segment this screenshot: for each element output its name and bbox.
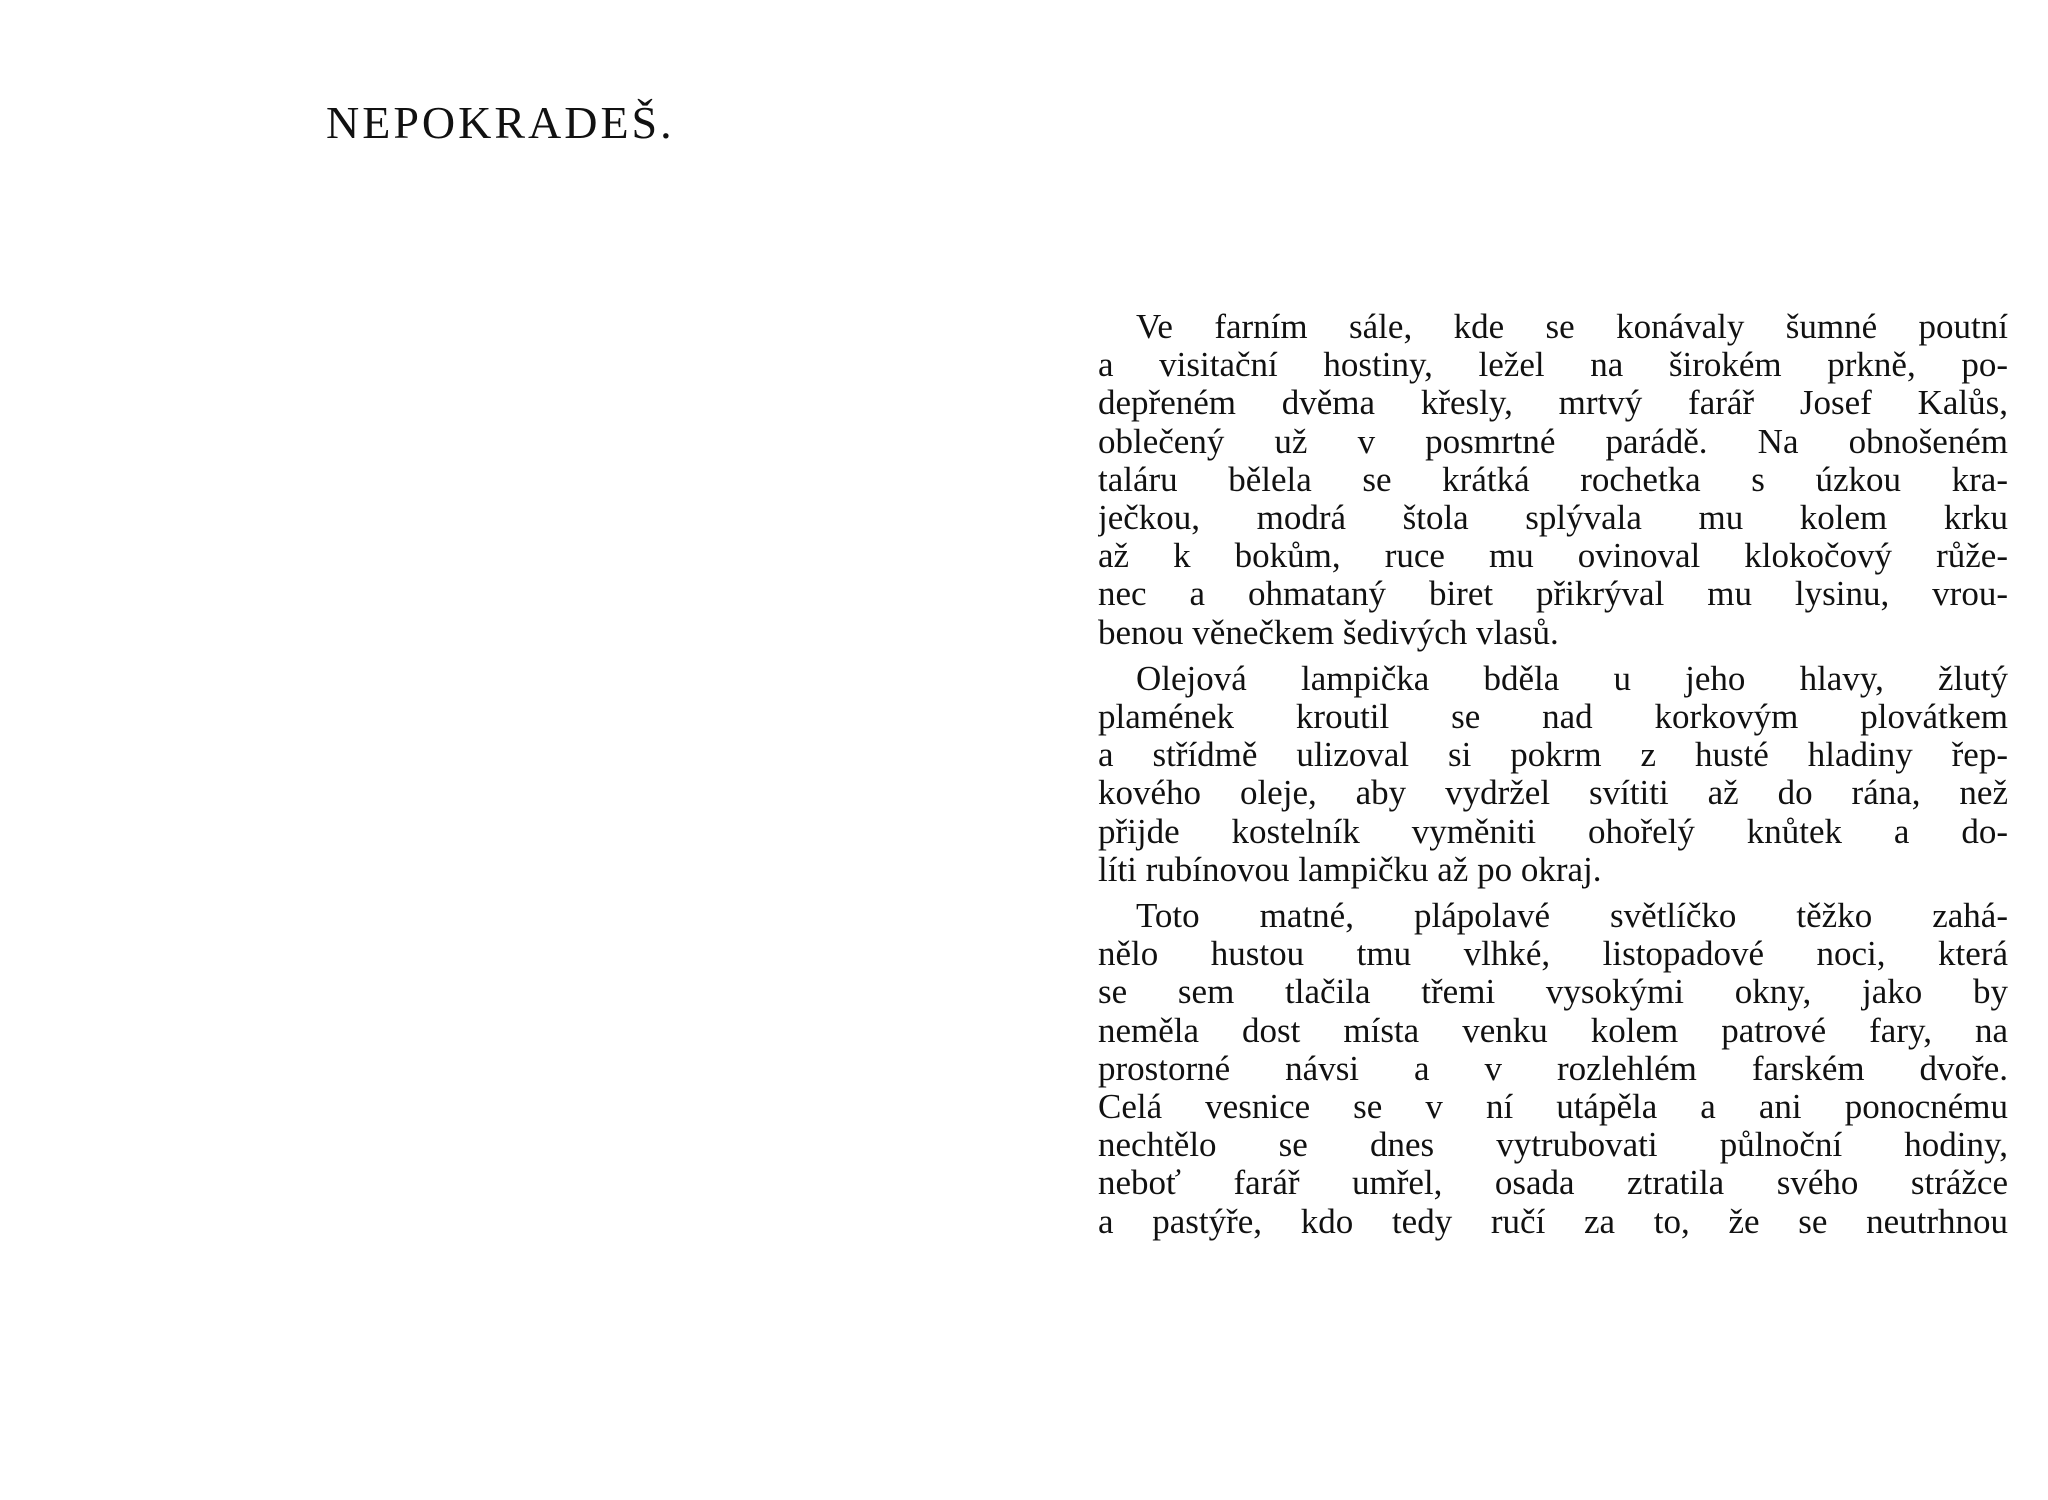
text-line: Toto matné, plápolavé světlíčko těžko zahá- — [1136, 897, 2008, 936]
text-line: neboť farář umřel, osada ztratila svého strážce — [1098, 1164, 2008, 1203]
text-line: až k bokům, ruce mu ovinoval klokočový růže- — [1098, 537, 2008, 576]
text-line: Olejová lampička bděla u jeho hlavy, žlutý — [1136, 659, 2008, 698]
text-line: líti rubínovou lampičku až po okraj. — [1098, 850, 1602, 889]
text-line: a visitační hostiny, ležel na širokém prkně, po- — [1098, 346, 2008, 385]
paragraph-1 — [1098, 308, 2008, 652]
text-line: benou věnečkem šedivých vlasů. — [1098, 613, 1559, 652]
text-line: oblečený už v posmrtné parádě. Na obnošeném — [1098, 422, 2008, 461]
body-text — [1098, 308, 2008, 1241]
text-line: nec a ohmataný biret přikrýval mu lysinu, vrou- — [1098, 575, 2008, 614]
text-line: nělo hustou tmu vlhké, listopadové noci, která — [1098, 935, 2008, 974]
text-line: a střídmě ulizoval si pokrm z husté hladiny řep- — [1098, 736, 2008, 775]
text-line: se sem tlačila třemi vysokými okny, jako by — [1098, 973, 2008, 1012]
text-line: a pastýře, kdo tedy ručí za to, že se neutrhnou — [1098, 1202, 2008, 1241]
text-line: depřeném dvěma křesly, mrtvý farář Josef Kalůs, — [1098, 384, 2008, 423]
text-line: prostorné návsi a v rozlehlém farském dvoře. — [1098, 1049, 2008, 1088]
text-line: ječkou, modrá štola splývala mu kolem krku — [1098, 499, 2008, 538]
text-line: plamének kroutil se nad korkovým plovátkem — [1098, 698, 2008, 737]
text-line: nechtělo se dnes vytrubovati půlnoční hodiny, — [1098, 1126, 2008, 1165]
text-line: taláru bělela se krátká rochetka s úzkou kra- — [1098, 460, 2008, 499]
text-line: neměla dost místa venku kolem patrové fary, na — [1098, 1011, 2008, 1050]
text-line: Celá vesnice se v ní utápěla a ani ponocnému — [1098, 1088, 2008, 1127]
text-line: přijde kostelník vyměniti ohořelý knůtek a do- — [1098, 812, 2008, 851]
paragraph-2 — [1098, 660, 2008, 889]
paragraph-3 — [1098, 897, 2008, 1241]
chapter-title: NEPOKRADEŠ. — [326, 97, 675, 148]
text-line: kového oleje, aby vydržel svítiti až do rána, než — [1098, 774, 2008, 813]
text-line: Ve farním sále, kde se konávaly šumné poutní — [1136, 308, 2008, 346]
right-page — [1024, 0, 2048, 1500]
